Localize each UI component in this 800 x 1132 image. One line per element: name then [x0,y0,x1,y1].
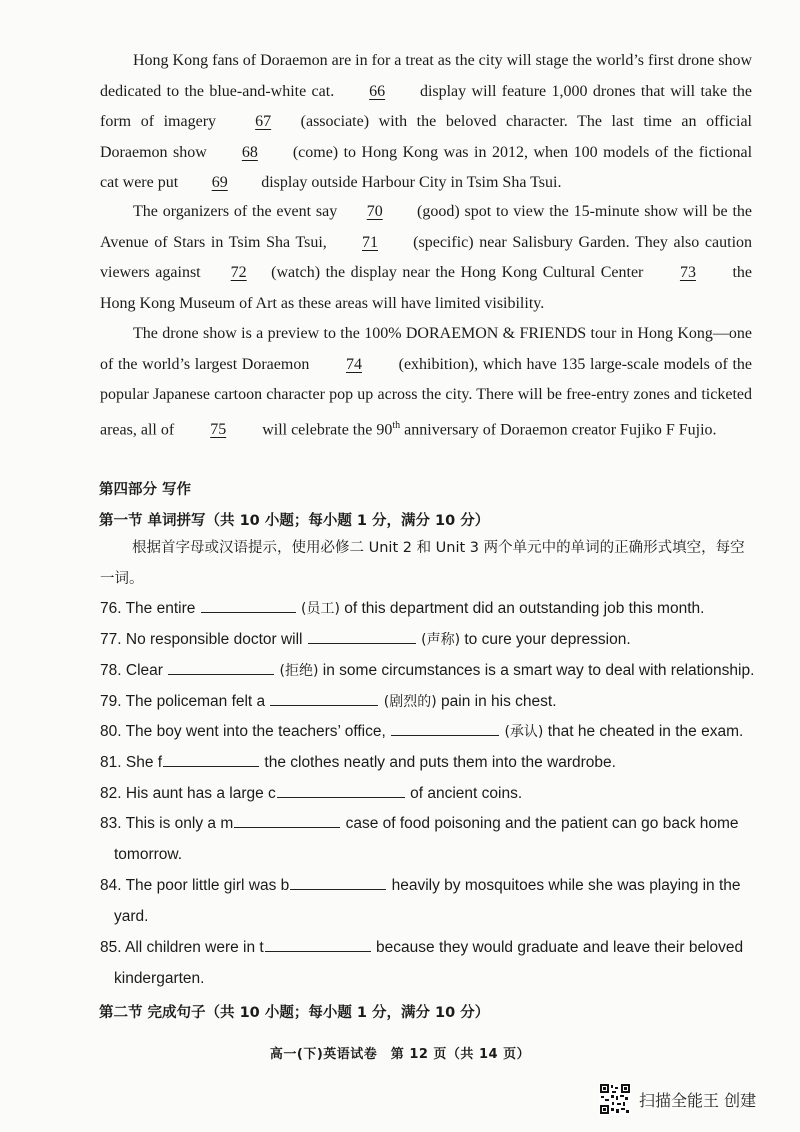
answer-blank[interactable] [265,937,371,952]
question-text: The boy went into the teachers’ office, [125,723,386,740]
question-continuation: yard. [114,908,149,925]
passage-text: (specific) near Salisbury Garden. They also caution viewers against [100,233,753,281]
passage-text: display outside Harbour City in Tsim Sha Tsui. [261,174,562,191]
blank-70: 70 [366,203,383,220]
question-text: of this department did an outstanding job this month. [344,600,705,617]
passage-paragraph-1 [100,46,752,199]
chinese-hint: (员工) [301,601,340,617]
scanner-watermark [599,1083,756,1115]
answer-blank[interactable] [308,629,416,644]
question-text: the clothes neatly and puts them into the wardrobe. [264,754,616,771]
question-number: 81. [100,754,122,771]
answer-blank[interactable] [290,875,386,890]
question-number: 84. [100,877,122,894]
answer-blank[interactable] [391,721,499,736]
blank-72: 72 [230,264,247,281]
question-text: pain in his chest. [441,693,557,710]
question-83 [100,808,755,870]
superscript: th [392,419,401,431]
question-82 [100,778,755,809]
question-number: 80. [100,723,122,740]
question-number: 77. [100,631,122,648]
question-81 [100,747,755,778]
question-continuation: kindergarten. [114,970,205,987]
question-number: 83. [100,815,122,832]
passage-text: The organizers of the event say [133,203,338,220]
question-text: of ancient coins. [410,785,523,802]
passage-text: (exhibition), which have 135 large-scale models of the popular Japanese cartoon character pop up across the city. There will be free-entry zones and ticketed areas, all of [100,355,753,438]
question-text: She f [125,754,163,771]
question-number: 85. [100,939,122,956]
instruction-content: 根据首字母或汉语提示，使用必修二 Unit 2 和 Unit 3 两个单元中的单词的正确形式填空，每空一词。 [100,540,745,587]
passage-text: Hong Kong fans of Doraemon are in for a treat as the city will stage the world’s first drone show dedicated to the blue-and-white cat. [100,52,752,100]
passage-text: anniversary of Doraemon creator Fujiko F Fujio. [404,420,717,438]
question-text: His aunt has a large c [125,785,276,802]
passage-paragraph-2 [100,197,752,319]
question-text: because they would graduate and leave their beloved [376,939,744,956]
blank-75: 75 [210,420,227,438]
blank-71: 71 [361,233,378,251]
section-2-title: 第二节 完成句子（共 10 小题；每小题 1 分，满分 10 分） [99,1005,490,1021]
passage-text: (associate) with the beloved character. The last time an official Doraemon show [100,113,752,161]
answer-blank[interactable] [201,598,296,613]
passage-text: (watch) the display near the Hong Kong Cultural Center [271,264,644,281]
passage-text: the Hong Kong Museum of Art as these areas will have limited visibility. [100,264,753,312]
blank-68: 68 [241,143,258,161]
chinese-hint: (剧烈的) [383,694,437,710]
scanner-label: 扫描全能王 创建 [639,1090,757,1110]
qr-code-icon [599,1083,631,1115]
blank-67: 67 [255,113,272,130]
answer-blank[interactable] [163,752,259,767]
question-text: The policeman felt a [125,693,266,710]
question-78 [100,655,755,687]
instruction-text [100,533,752,595]
question-text: The entire [125,600,196,617]
question-number: 76. [100,600,122,617]
question-text: Clear [125,662,163,679]
blank-66: 66 [369,82,386,100]
answer-blank[interactable] [168,660,274,675]
question-77 [100,624,755,656]
question-text: case of food poisoning and the patient can go back home [345,815,739,832]
question-84 [100,870,755,932]
answer-blank[interactable] [234,813,340,828]
chinese-hint: (承认) [504,724,544,740]
question-text: to cure your depression. [464,631,631,648]
question-text: All children were in t [125,939,264,956]
chinese-hint: (声称) [421,632,461,648]
question-text: heavily by mosquitoes while she was playing in the [391,877,741,894]
passage-text: The drone show is a preview to the 100% DORAEMON & FRIENDS tour in Hong Kong—one of the world’s largest Doraemon [100,325,752,373]
part-4-title: 第四部分 写作 [99,482,192,498]
passage-paragraph-3 [100,319,752,445]
blank-69: 69 [211,174,228,191]
question-80 [100,716,755,748]
chinese-hint: (拒绝) [279,663,319,679]
question-76 [100,593,755,625]
page-footer: 高一(下)英语试卷 第 12 页（共 14 页） [269,1047,531,1062]
passage-text: display will feature 1,000 drones that will take the form of imagery [100,82,753,130]
answer-blank[interactable] [277,783,405,798]
section-1-title: 第一节 单词拼写（共 10 小题；每小题 1 分，满分 10 分） [99,513,490,529]
question-text: The poor little girl was b [125,877,290,894]
question-text: This is only a m [125,815,234,832]
question-number: 82. [100,785,122,802]
question-number: 79. [100,693,122,710]
question-text: that he cheated in the exam. [547,723,744,740]
question-number: 78. [100,662,122,679]
blank-73: 73 [679,264,696,281]
answer-blank[interactable] [270,691,378,706]
passage-text: (come) to Hong Kong was in 2012, when 100 models of the fictional cat were put [100,143,753,191]
question-continuation: tomorrow. [114,846,183,863]
passage-text: will celebrate the 90 [262,420,393,438]
question-text: No responsible doctor will [125,631,303,648]
question-79 [100,686,755,718]
passage-text: (good) spot to view the 15-minute show will be the Avenue of Stars in Tsim Sha Tsui, [100,203,752,251]
question-85 [100,932,755,994]
question-text: in some circumstances is a smart way to deal with relationship. [322,662,755,679]
blank-74: 74 [345,355,362,373]
